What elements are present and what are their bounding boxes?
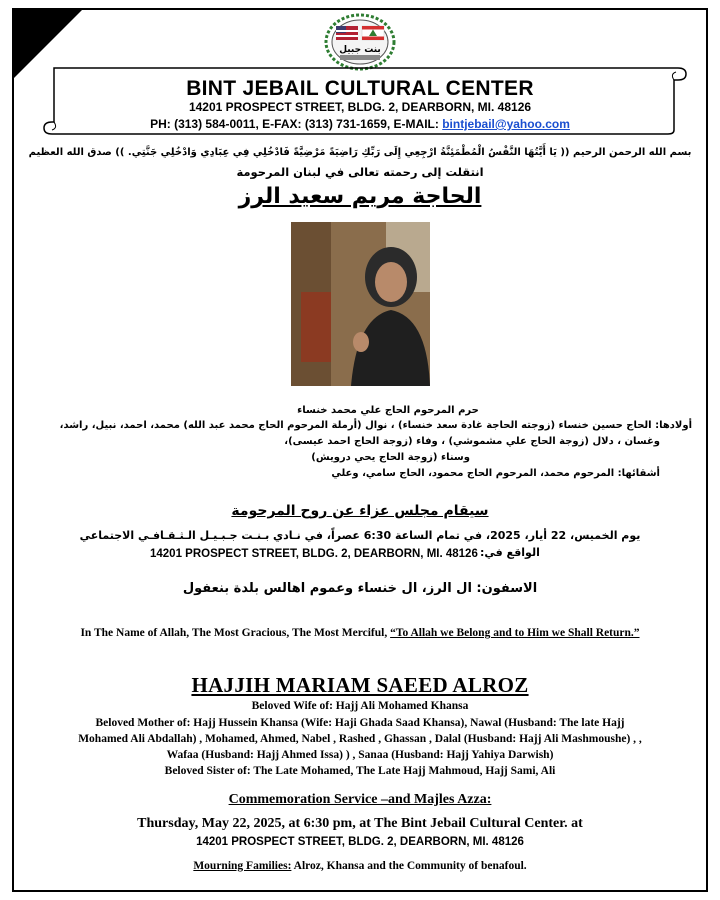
arabic-children-line-1: أولادها: الحاج حسين خنساء (زوجته الحاجة غادة سعد خنساء) ، نوال (أرملة المرحوم الحاج محمد عبد الله) محمد، احمد، نبيل، راشد، — [59, 420, 692, 431]
bismillah-text: In The Name of Allah, The Most Gracious, The Most Merciful, — [80, 627, 391, 639]
service-title: Commemoration Service –and Majles Azza: — [228, 792, 492, 807]
english-mother-line-1: Beloved Mother of: Hajj Hussein Khansa (Wife: Haji Ghada Saad Khansa), Nawal (Husband: The late Hajj — [95, 717, 625, 729]
arabic-wife-of: حرم المرحوم الحاج علي محمد خنساء — [297, 405, 479, 416]
arabic-service-date: يوم الخميس، 22 أيار، 2025، في تمام الساعة 6:30 عصراً، في نـادي بـنـت جـبـيـل الـثـقـافـي الاجتماعي — [79, 529, 641, 542]
arabic-children-line-2: وغسان ، دلال (زوجة الحاج علي مشموشي) ، وفاء (زوجة الحاج احمد عيسى)، — [284, 436, 660, 447]
english-mother-line-2: Mohamed Ali Abdallah) , Mohamed, Ahmed, Nabel , Rashed , Ghassan , Dalal (Husband: Hajj Ali Mashmoushe) , , — [78, 733, 642, 745]
arabic-children-line-3: وسناء (زوجة الحاج يحي درويش) — [311, 452, 470, 463]
mourning-families — [0, 860, 720, 872]
contact-numbers: PH: (313) 584-0011, E-FAX: (313) 731-1659, E-MAIL: — [150, 117, 443, 131]
center-contact — [0, 117, 720, 131]
deceased-portrait-photo — [291, 222, 430, 386]
flags-wreath-logo — [322, 12, 398, 72]
service-date: Thursday, May 22, 2025, at 6:30 pm, at The Bint Jebail Cultural Center. at — [137, 816, 583, 831]
english-deceased-name: HAJJIH MARIAM SAEED ALROZ — [191, 673, 529, 697]
english-mother-line-3: Wafaa (Husband: Hajj Ahmed Issa) ) , Sanaa (Husband: Hajj Yahiya Darwish) — [166, 749, 554, 761]
center-title: BINT JEBAIL CULTURAL CENTER — [186, 77, 534, 100]
arabic-moved-on: انتقلت إلى رحمته تعالى في لبنان المرحومة — [236, 165, 484, 179]
service-address: 14201 PROSPECT STREET, BLDG. 2, DEARBORN, MI. 48126 — [196, 836, 524, 848]
arabic-section-address: 14201 PROSPECT STREET, BLDG. 2, DEARBORN, MI. 48126 — [150, 548, 478, 560]
mourning-label: Mourning Families: — [193, 860, 292, 872]
bismillah-quote: “To Allah we Belong and to Him we Shall Return.” — [390, 627, 640, 639]
arabic-location-label: الواقع في: — [480, 546, 540, 559]
mourning-text: Alroz, Khansa and the Community of benafoul. — [291, 860, 527, 872]
quran-verse: بسم الله الرحمن الرحيم (( يَا أَيَّتُهَا النَّفْسُ الْمُطْمَئِنَّةُ ارْجِعِي إِلَى رَبِّكِ رَاضِيَةً مَرْضِيَّةً فَادْخُلِي فِي عِبَادِي وَادْخُلِي جَنَّتِي. )) صدق الله العظيم — [28, 147, 692, 158]
arabic-deceased-name: الحاجة مريم سعيد الرز — [238, 184, 482, 209]
english-wife-of: Beloved Wife of: Hajj Ali Mohamed Khansa — [251, 700, 469, 712]
arabic-mourners: الاسفون: ال الرز، ال خنساء وعموم اهالس بلدة بنعفول — [182, 581, 538, 596]
arabic-majlis-heading: سيقام مجلس عزاء عن روح المرحومة — [231, 503, 489, 519]
logo-text: بنت جبيل — [339, 45, 381, 55]
english-sister-of: Beloved Sister of: The Late Mohamed, The Late Hajj Mahmoud, Hajj Sami, Ali — [164, 765, 556, 777]
center-address: 14201 PROSPECT STREET, BLDG. 2, DEARBORN, MI. 48126 — [188, 100, 532, 114]
english-bismillah — [0, 627, 720, 639]
arabic-siblings: أشقائها: المرحوم محمد، المرحوم الحاج محمود، الحاج سامي، وعلي — [331, 468, 660, 479]
email-link[interactable]: bintjebail@yahoo.com — [442, 117, 570, 131]
